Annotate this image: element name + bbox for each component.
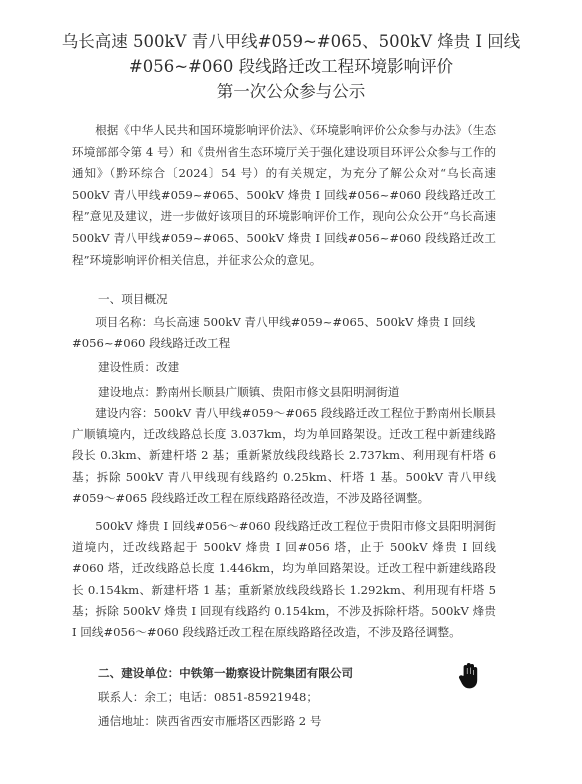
section-1-heading: 一、项目概况 <box>98 292 168 306</box>
title-line-2: #056~#060 段线路迁改工程环境影响评价 <box>128 57 454 76</box>
project-name: 项目名称：乌长高速 500kV 青八甲线#059~#065、500kV 烽贵 I 回线#056~#060 段线路迁改工程 <box>72 315 476 350</box>
construction-location: 建设地点：黔南州长顺县广顺镇、贵阳市修文县阳明洞街道 <box>98 385 400 399</box>
section-2-heading <box>98 663 496 683</box>
title-line-3: 第一次公众参与公示 <box>216 82 366 101</box>
intro-paragraph: 根据《中华人民共和国环境影响评价法》、《环境影响评价公众参与办法》（生态环境部部令第 4 号）和《贵州省生态环境厅关于强化建设项目环评公众参与工作的通知》（黔环综合〔2024〕54 号）的有关规定，为充分了解公众对“乌长高速 500kV 青八甲线#059~#065、500kV 烽贵 I 回线#056~#060 段线路迁改工程”意见及建议，进一步做好该项目的环境影响评价工作，现向公众公开“乌长高速 500kV 青八甲线#059~#065、500kV 烽贵 I 回线#056~#060 段线路迁改工程”环境影响评价相关信息，并征求公众的意见。 <box>72 123 496 267</box>
title-line-1: 乌长高速 500kV 青八甲线#059~#065、500kV 烽贵 I 回线 <box>61 32 521 51</box>
construction-content-2: 500kV 烽贵 I 回线#056～#060 段线路迁改工程位于贵阳市修文县阳明洞街道境内，迁改线路起于 500kV 烽贵 I 回#056 塔，止于 500kV 烽贵 I 回线#060 塔，迁改线路总长度 1.446km，均为单回路架设。迁改工程中新建线路段长 0.154km、新建杆塔 1 基；重新紧放线段线路长 1.292km、利用现有杆塔 5 基；拆除 500kV 烽贵 I 回现有线路约 0.154km，不涉及拆除杆塔。500kV 烽贵 I 回线#056～#060 段线路迁改工程在原线路路径改造，不涉及路径调整。 <box>72 519 496 640</box>
mailing-address: 通信地址：陕西省西安市雁塔区西影路 2 号 <box>98 714 322 728</box>
construction-content-1: 建设内容：500kV 青八甲线#059～#065 段线路迁改工程位于黔南州长顺县广顺镇境内，迁改线路总长度 3.037km，均为单回路架设。迁改工程中新建线路段长 0.3km、新建杆塔 2 基；重新紧放线段线路长 2.737km、利用现有杆塔 6 基；拆除 500kV 青八甲线现有线路约 0.25km、杆塔 1 基。500kV 青八甲线#059～#065 段线路迁改工程在原线路路径改造，不涉及路径调整。 <box>72 406 496 505</box>
hand-cursor-icon <box>457 662 481 690</box>
contact-info: 联系人：余工；电话：0851-85921948； <box>98 690 318 704</box>
construction-nature: 建设性质：改建 <box>98 360 180 374</box>
section-2-heading-text: 二、建设单位：中铁第一勘察设计院集团有限公司 <box>98 666 354 680</box>
